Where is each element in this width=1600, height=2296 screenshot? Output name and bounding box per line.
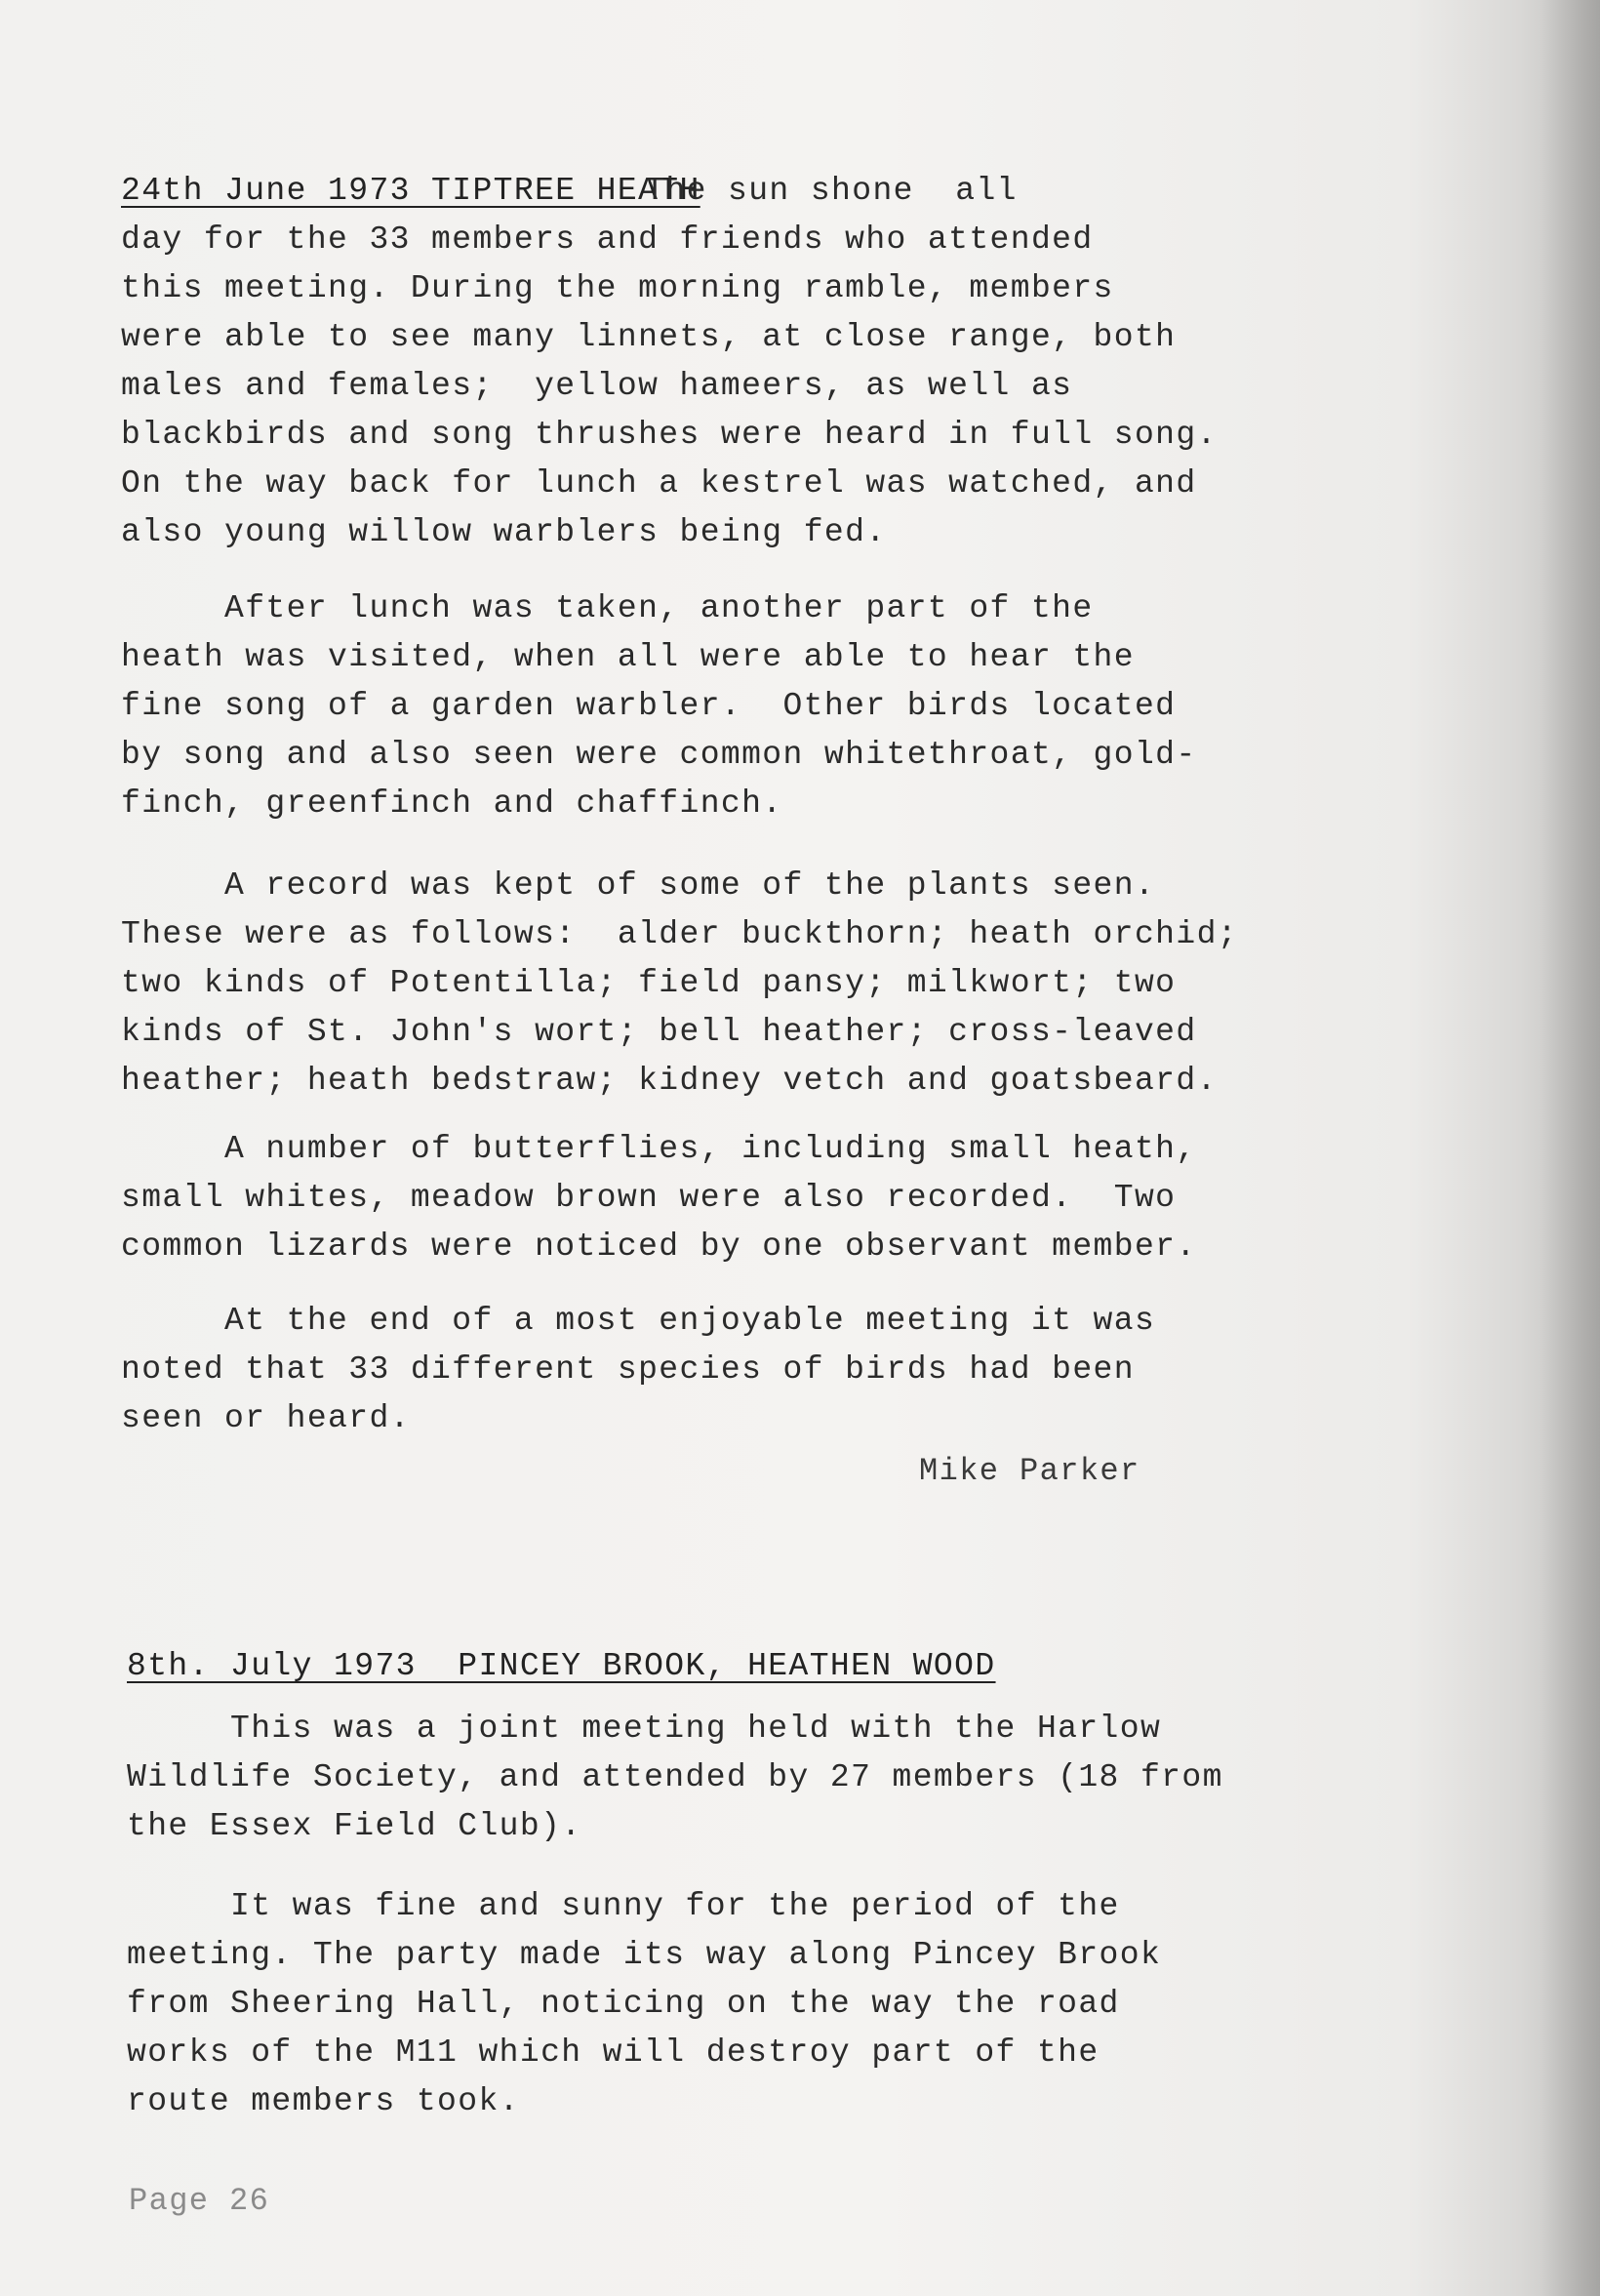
paragraph-line: by song and also seen were common whitethroat, gold- <box>121 737 1197 773</box>
paragraph-line: route members took. <box>127 2083 520 2119</box>
paragraph-line: works of the M11 which will destroy part of the <box>127 2034 1100 2071</box>
paragraph-line: These were as follows: alder buckthorn; heath orchid; <box>121 916 1238 952</box>
paragraph-line: the Essex Field Club). <box>127 1808 582 1844</box>
paragraph-line: The sun shone all <box>624 173 1018 209</box>
paragraph-line: It was fine and sunny for the period of the <box>127 1888 1120 1924</box>
paragraph-line: A record was kept of some of the plants seen. <box>121 867 1156 904</box>
paragraph-line: At the end of a most enjoyable meeting it was <box>121 1303 1156 1339</box>
paragraph-line: heath was visited, when all were able to hear the <box>121 639 1135 675</box>
paragraph-line: A number of butterflies, including small heath, <box>121 1131 1197 1167</box>
paragraph-line: kinds of St. John's wort; bell heather; cross-leaved <box>121 1014 1197 1050</box>
paragraph-line: Wildlife Society, and attended by 27 members (18 from <box>127 1759 1223 1795</box>
author-signature: Mike Parker <box>919 1453 1140 1489</box>
paragraph-line: common lizards were noticed by one observant member. <box>121 1229 1197 1265</box>
paragraph-line: On the way back for lunch a kestrel was watched, and <box>121 465 1197 502</box>
paragraph-line: seen or heard. <box>121 1400 411 1436</box>
paragraph-line: After lunch was taken, another part of the <box>121 590 1094 626</box>
paragraph-line: two kinds of Potentilla; field pansy; milkwort; two <box>121 965 1177 1001</box>
paragraph-line: this meeting. During the morning ramble, members <box>121 270 1114 306</box>
paragraph-line: heather; heath bedstraw; kidney vetch and goatsbeard. <box>121 1063 1218 1099</box>
paragraph-line: day for the 33 members and friends who attended <box>121 222 1094 258</box>
paragraph-line: small whites, meadow brown were also recorded. Two <box>121 1180 1177 1216</box>
paragraph-line: meeting. The party made its way along Pincey Brook <box>127 1937 1162 1973</box>
paragraph-line: noted that 33 different species of birds had been <box>121 1351 1135 1388</box>
paragraph-line: males and females; yellow hameers, as well as <box>121 368 1073 404</box>
paragraph-line: were able to see many linnets, at close range, both <box>121 319 1177 355</box>
paragraph-line: from Sheering Hall, noticing on the way the road <box>127 1986 1120 2022</box>
page-number: Page 26 <box>129 2183 270 2219</box>
paragraph-line: This was a joint meeting held with the Harlow <box>127 1711 1162 1747</box>
paragraph-line: also young willow warblers being fed. <box>121 514 887 550</box>
paragraph-line: fine song of a garden warbler. Other birds located <box>121 688 1177 724</box>
section2-heading: 8th. July 1973 PINCEY BROOK, HEATHEN WOOD <box>127 1648 996 1684</box>
section1-heading: 24th June 1973 TIPTREE HEATH <box>121 173 700 209</box>
paragraph-line: blackbirds and song thrushes were heard in full song. <box>121 417 1218 453</box>
paragraph-line: finch, greenfinch and chaffinch. <box>121 785 783 822</box>
